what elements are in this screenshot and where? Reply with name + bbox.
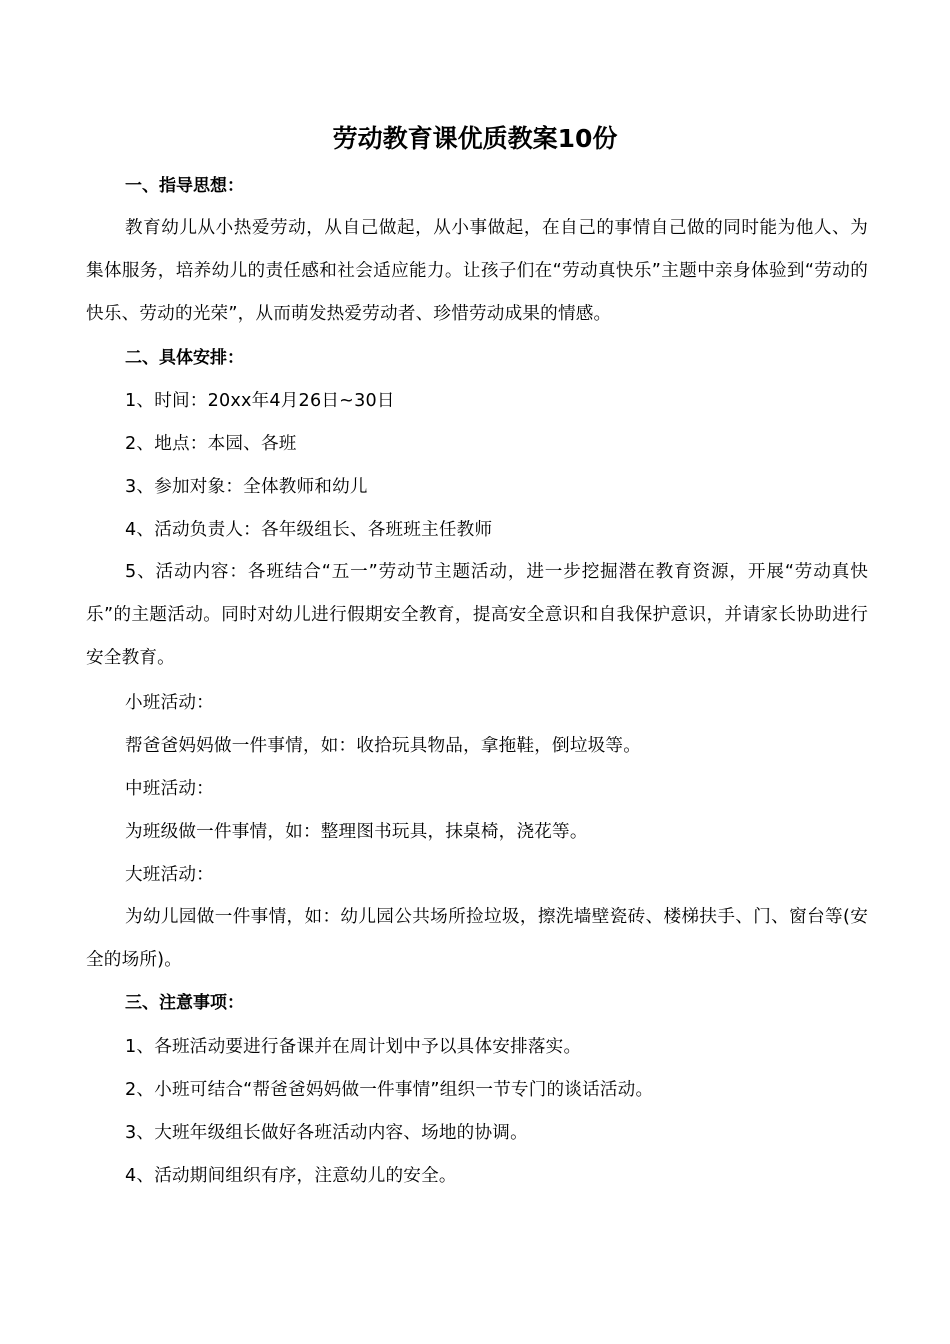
notes-item-3: 3、大班年级组长做好各班活动内容、场地的协调。 xyxy=(125,1123,528,1143)
arrangement-item-time: 1、时间：20xx年4月26日~30日 xyxy=(125,391,395,411)
arrangement-item-location: 2、地点：本园、各班 xyxy=(125,434,297,454)
middle-class-text: 为班级做一件事情，如：整理图书玩具，抹桌椅，浇花等。 xyxy=(125,822,588,842)
arrangement-item-person-in-charge: 4、活动负责人：各年级组长、各班班主任教师 xyxy=(125,520,493,540)
small-class-text: 帮爸爸妈妈做一件事情，如：收拾玩具物品，拿拖鞋，倒垃圾等。 xyxy=(125,736,642,756)
arrangement-item-content: 5、活动内容：各班结合“五一”劳动节主题活动，进一步挖掘潜在教育资源，开展“劳动真快乐”的主题活动。同时对幼儿进行假期安全教育，提高安全意识和自我保护意识，并请家长协助进行安全教育。 xyxy=(86,562,868,668)
big-class-label: 大班活动： xyxy=(125,865,214,885)
section-heading-notes: 三、注意事项： xyxy=(125,993,244,1013)
guiding-ideology-paragraph: 教育幼儿从小热爱劳动，从自己做起，从小事做起，在自己的事情自己做的同时能为他人、为集体服务，培养幼儿的责任感和社会适应能力。让孩子们在“劳动真快乐”主题中亲身体验到“劳动的快乐、劳动的光荣”，从而萌发热爱劳动者、珍惜劳动成果的情感。 xyxy=(86,218,868,324)
arrangement-item-participants: 3、参加对象：全体教师和幼儿 xyxy=(125,477,368,497)
notes-item-4: 4、活动期间组织有序，注意幼儿的安全。 xyxy=(125,1166,457,1186)
notes-item-1: 1、各班活动要进行备课并在周计划中予以具体安排落实。 xyxy=(125,1037,582,1057)
document-title: 劳动教育课优质教案10份 xyxy=(332,124,618,153)
notes-item-2: 2、小班可结合“帮爸爸妈妈做一件事情”组织一节专门的谈话活动。 xyxy=(125,1080,654,1100)
middle-class-label: 中班活动： xyxy=(125,779,214,799)
section-heading-guiding-ideology: 一、指导思想： xyxy=(125,176,244,196)
small-class-label: 小班活动： xyxy=(125,693,214,713)
section-heading-arrangement: 二、具体安排： xyxy=(125,348,244,368)
big-class-text: 为幼儿园做一件事情，如：幼儿园公共场所捡垃圾，擦洗墙壁瓷砖、楼梯扶手、门、窗台等(安全的场所)。 xyxy=(86,907,868,970)
